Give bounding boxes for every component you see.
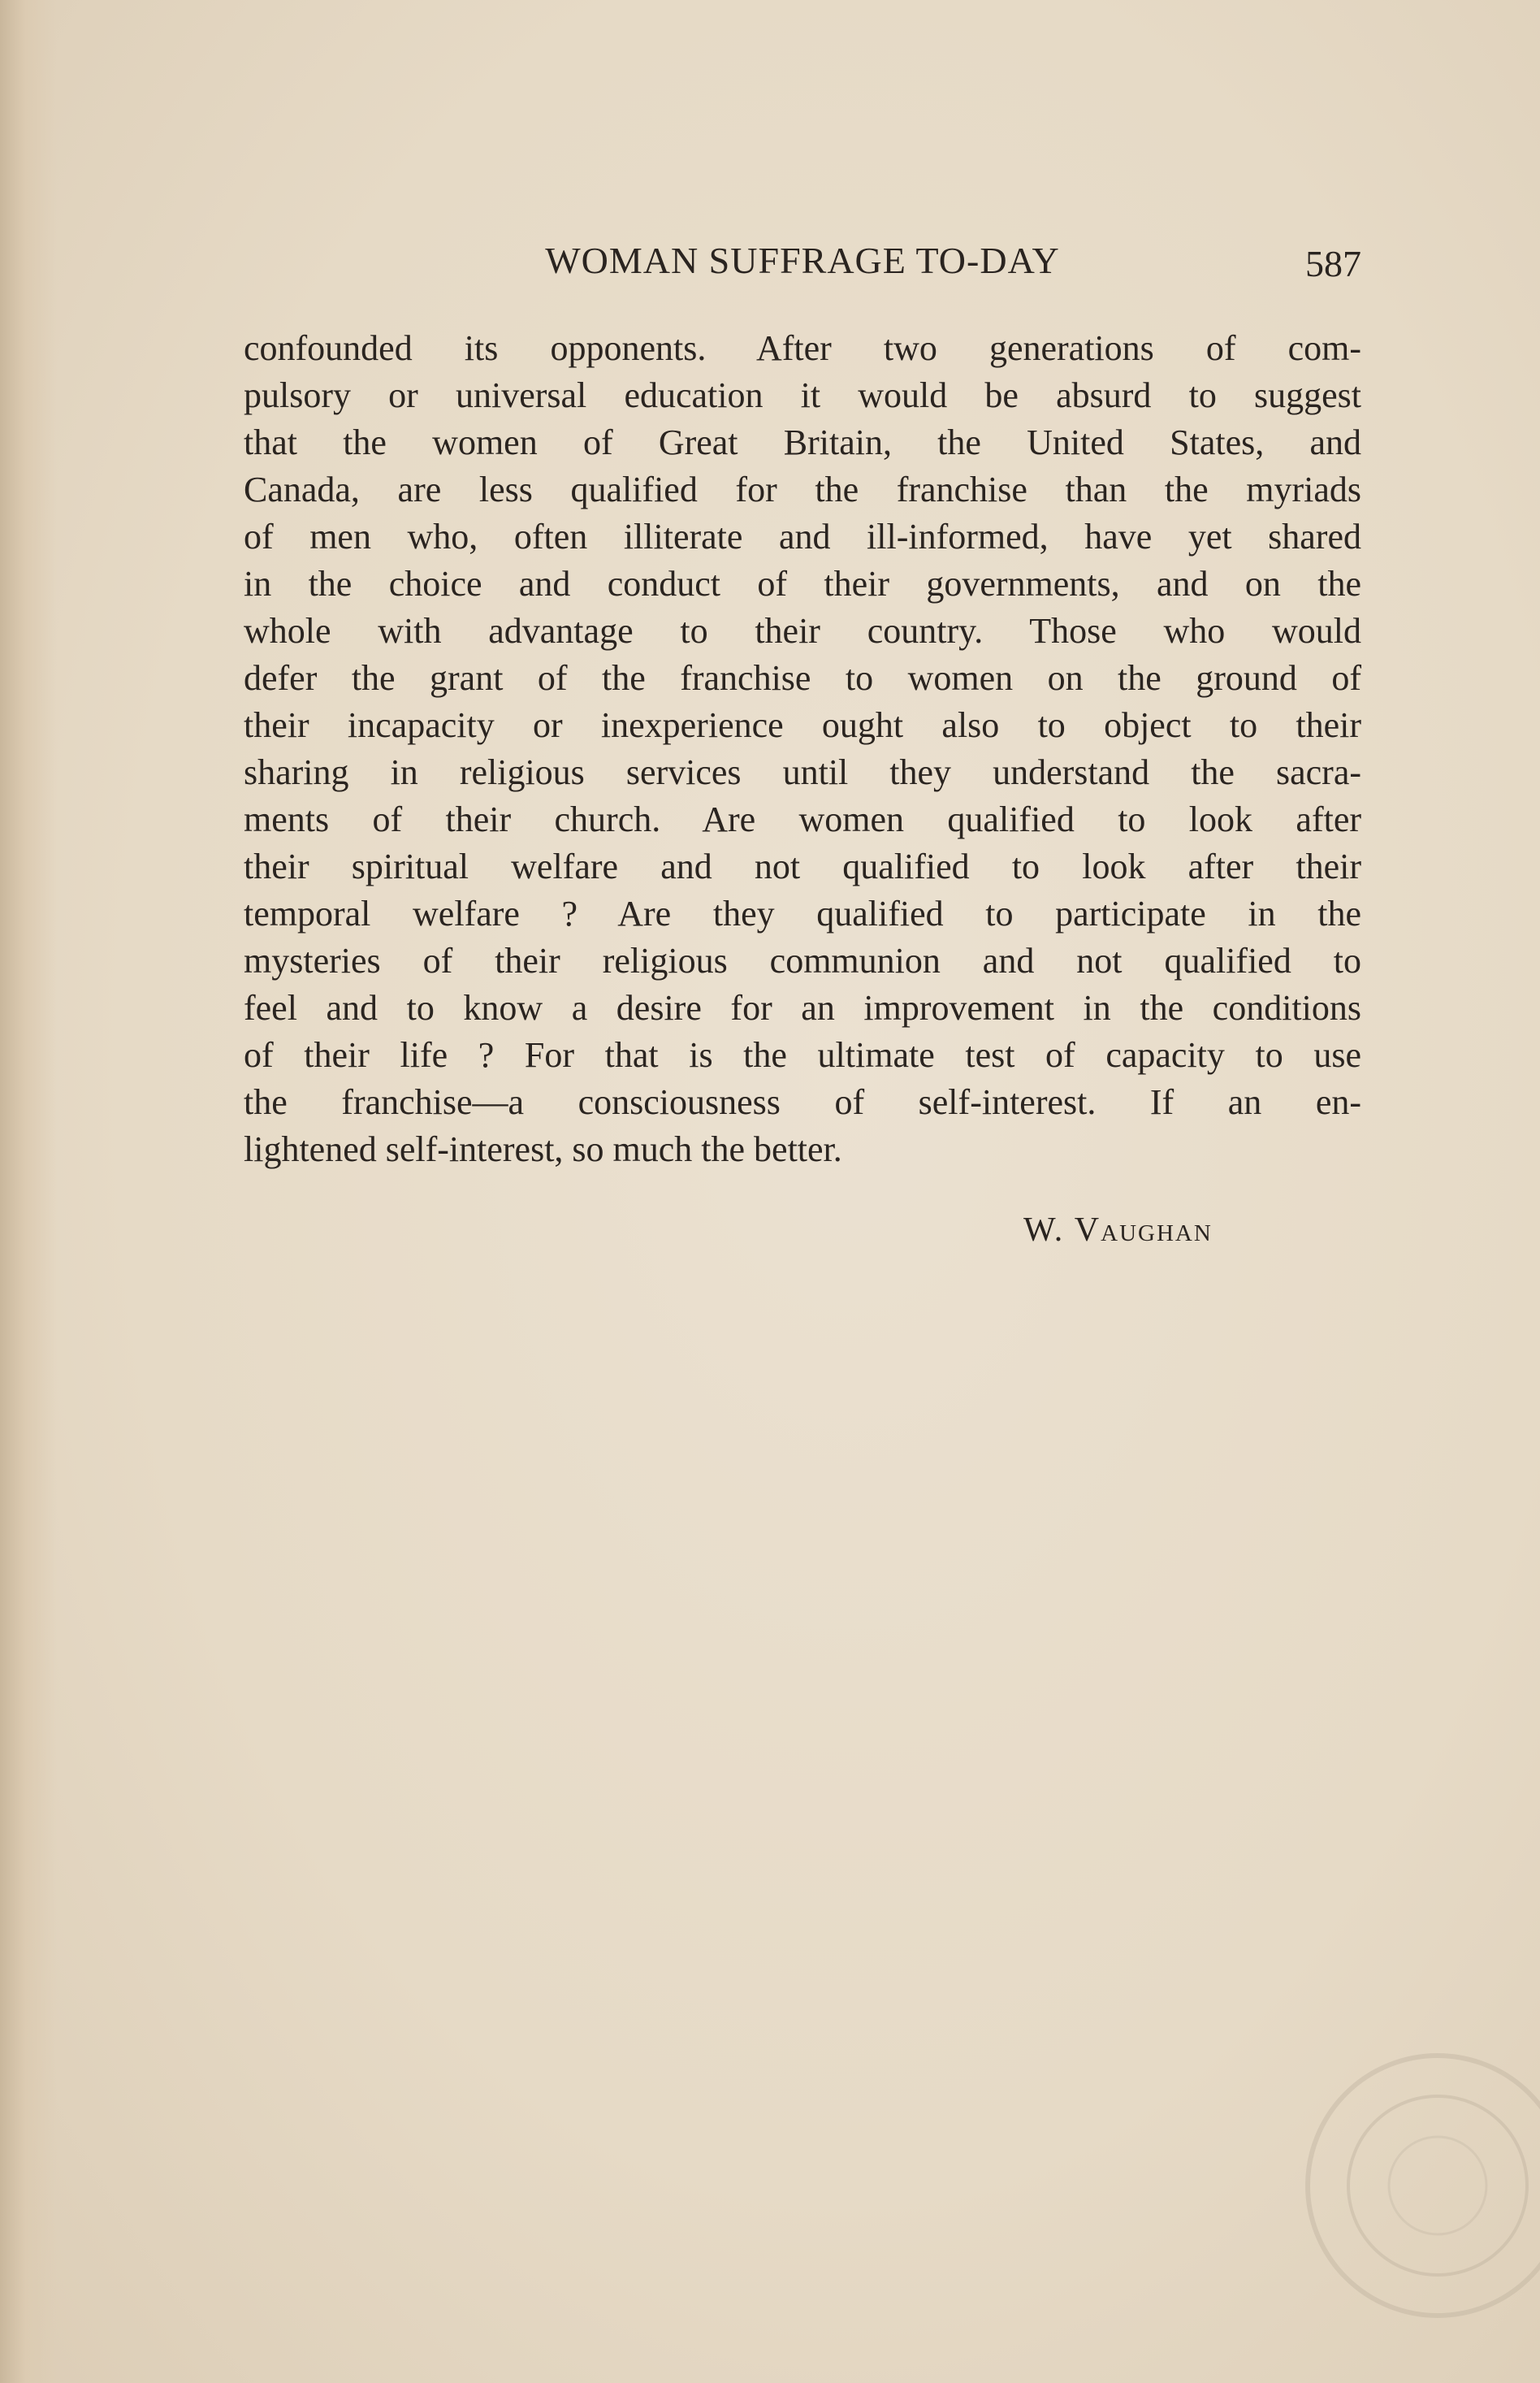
text-line: feel and to know a desire for an improvement in the conditions xyxy=(244,988,1361,1028)
library-stamp xyxy=(1300,2047,1540,2324)
text-line: their incapacity or inexperience ought also to object to their xyxy=(244,705,1361,745)
text-line: temporal welfare ? Are they qualified to participate in the xyxy=(244,894,1361,934)
author-surname: Vaughan xyxy=(1074,1211,1213,1249)
author-signature xyxy=(1023,1211,1213,1250)
text-line: sharing in religious services until they understand the sacra- xyxy=(244,752,1361,792)
running-head: WOMAN SUFFRAGE TO-DAY xyxy=(545,240,1060,281)
text-line: that the women of Great Britain, the United States, and xyxy=(244,422,1361,462)
binding-edge xyxy=(0,0,57,2383)
text-line: whole with advantage to their country. Those who would xyxy=(244,611,1361,651)
text-line: defer the grant of the franchise to women on the ground of xyxy=(244,658,1361,698)
text-line: mysteries of their religious communion and not qualified to xyxy=(244,941,1361,981)
author-initial: W. xyxy=(1023,1211,1065,1249)
text-line: of their life ? For that is the ultimate test of capacity to use xyxy=(244,1035,1361,1075)
text-line: confounded its opponents. After two generations of com- xyxy=(244,328,1361,368)
text-line: their spiritual welfare and not qualified to look after their xyxy=(244,847,1361,886)
text-line: of men who, often illiterate and ill-informed, have yet shared xyxy=(244,517,1361,557)
text-line: the franchise—a consciousness of self-interest. If an en- xyxy=(244,1082,1361,1122)
text-line: lightened self-interest, so much the better. xyxy=(244,1129,842,1169)
body-paragraph xyxy=(244,325,1361,1173)
text-line: in the choice and conduct of their governments, and on the xyxy=(244,564,1361,604)
text-line: pulsory or universal education it would be absurd to suggest xyxy=(244,375,1361,415)
page-header xyxy=(244,236,1361,292)
page-number: 587 xyxy=(1305,243,1361,284)
text-line: ments of their church. Are women qualified to look after xyxy=(244,799,1361,839)
text-line: Canada, are less qualified for the franchise than the myriads xyxy=(244,470,1361,509)
